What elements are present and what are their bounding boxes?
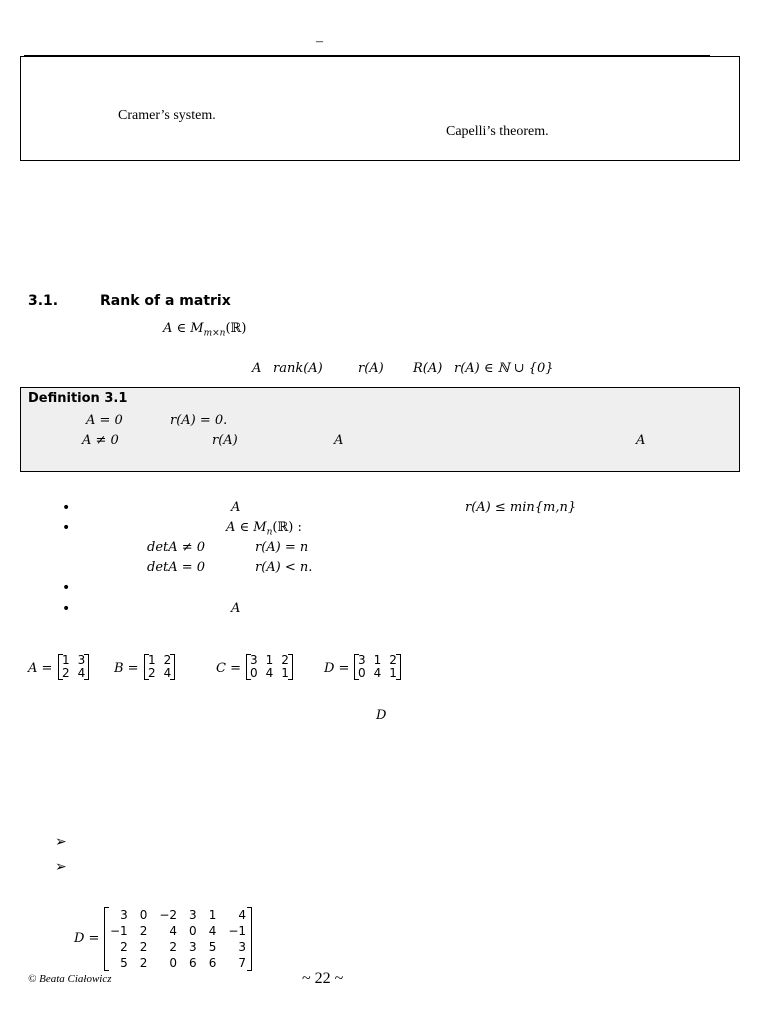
intro-R: R(A) <box>413 361 443 376</box>
matrix-cell: 5 <box>208 940 217 954</box>
bracket-right <box>84 654 89 680</box>
prop2-sub: n <box>266 527 273 538</box>
prop2-case1-val: r(A) = n <box>255 540 309 555</box>
definition-case2-a1: A <box>334 433 344 448</box>
prop1-a: A <box>231 500 241 515</box>
section-title: Rank of a matrix <box>100 293 231 309</box>
arrow-bullet-1: ➢ <box>55 834 67 850</box>
bracket-left <box>246 654 251 680</box>
page-number: ~ 22 ~ <box>302 970 344 987</box>
matrix-cell: 1 <box>148 653 156 667</box>
matrix-cell: 1 <box>62 653 70 667</box>
matrix-cell: 1 <box>281 666 289 680</box>
matrix-cell: 2 <box>169 940 178 954</box>
bracket-right <box>170 654 175 680</box>
prop2-a: A ∈ M <box>226 520 267 535</box>
matrix-cell: 7 <box>238 956 247 970</box>
bracket-left <box>354 654 359 680</box>
matrix-cell: 0 <box>169 956 178 970</box>
matrix-cell: 3 <box>189 908 197 922</box>
bracket-left <box>58 654 63 680</box>
bullet-2: • <box>62 520 71 536</box>
bullet-1: • <box>62 500 71 516</box>
matrix-cell: 4 <box>77 666 86 680</box>
bracket-right <box>247 907 252 971</box>
matrix-cell: 5 <box>120 956 128 970</box>
matrix-cell: 1 <box>389 666 397 680</box>
matrix-cell: 3 <box>250 653 258 667</box>
header-dash: – <box>316 34 323 49</box>
matrix-d-label: D = <box>324 661 350 676</box>
matrix-cell: 3 <box>358 653 366 667</box>
matrix-cell: 1 <box>208 908 217 922</box>
matrix-cell: 2 <box>148 666 156 680</box>
matrix-cell: 1 <box>265 653 274 667</box>
matrix-d-reference: D <box>376 708 387 723</box>
prop2-case2-val: r(A) < n. <box>255 560 313 575</box>
intro-domain: r(A) ∈ ℕ ∪ {0} <box>454 361 554 376</box>
matrix-cell: 4 <box>373 666 382 680</box>
definition-case1-val: r(A) = 0. <box>170 413 228 428</box>
matrix-cell: 1 <box>373 653 382 667</box>
big-matrix-row <box>104 907 252 923</box>
big-matrix-d <box>104 907 252 971</box>
prop4-a: A <box>231 601 241 616</box>
big-matrix-table <box>104 907 252 971</box>
matrix-cell: 6 <box>189 956 197 970</box>
prop2-case2-cond: detA = 0 <box>147 560 206 575</box>
bullet-4: • <box>62 601 71 617</box>
matrix-cell: −1 <box>110 924 128 938</box>
big-matrix-label: D = <box>74 931 100 946</box>
definition-case2-cond: A ≠ 0 <box>82 433 119 448</box>
matrix-cell: 3 <box>120 908 128 922</box>
matrix-cell: 2 <box>120 940 128 954</box>
bracket-right <box>288 654 293 680</box>
intro-a: A <box>252 361 262 376</box>
matrix-cell: 4 <box>169 924 178 938</box>
matrix-cell: 2 <box>281 653 289 667</box>
intro-matrix-set-sub: m×n <box>203 328 226 339</box>
summary-line-cramer: Cramer’s system. <box>118 108 216 123</box>
matrix-cell: 0 <box>189 924 197 938</box>
matrix-cell: 2 <box>139 924 148 938</box>
intro-matrix-set-field: (ℝ) <box>225 321 247 336</box>
matrix-cell: 4 <box>163 666 172 680</box>
matrix-cell: 0 <box>250 666 258 680</box>
matrix-d <box>354 654 401 680</box>
matrix-cell: 4 <box>265 666 274 680</box>
intro-rank: rank(A) <box>273 361 323 376</box>
definition-title: Definition 3.1 <box>28 391 128 406</box>
matrix-a-label: A = <box>28 661 53 676</box>
prop2-case1-cond: detA ≠ 0 <box>147 540 206 555</box>
bracket-left <box>104 907 109 971</box>
big-matrix-row <box>104 955 252 971</box>
matrix-cell: −2 <box>159 908 178 922</box>
matrix-cell: 4 <box>238 908 247 922</box>
intro-matrix-set <box>163 321 246 339</box>
matrix-cell: 3 <box>77 653 86 667</box>
bullet-3: • <box>62 580 71 596</box>
big-matrix-row <box>104 923 252 939</box>
intro-matrix-set-main: A ∈ M <box>163 321 204 336</box>
matrix-cell: 0 <box>139 908 148 922</box>
matrix-cell: 2 <box>139 956 148 970</box>
arrow-bullet-2: ➢ <box>55 859 67 875</box>
section-number: 3.1. <box>28 293 59 309</box>
matrix-cell: 4 <box>208 924 217 938</box>
matrix-cell: 2 <box>139 940 148 954</box>
definition-case2-r: r(A) <box>212 433 238 448</box>
prop2-field: (ℝ) : <box>272 520 302 535</box>
prop2-square-matrix <box>226 520 302 538</box>
matrix-cell: 2 <box>163 653 172 667</box>
matrix-cell: 3 <box>238 940 247 954</box>
footer-author: © Beata Ciałowicz <box>28 973 112 985</box>
matrix-a <box>58 654 89 680</box>
big-matrix-row <box>104 939 252 955</box>
matrix-cell: 3 <box>189 940 197 954</box>
matrix-c <box>246 654 293 680</box>
matrix-cell: 0 <box>358 666 366 680</box>
matrix-b-label: B = <box>114 661 139 676</box>
definition-box <box>20 387 740 472</box>
matrix-cell: 2 <box>389 653 397 667</box>
bracket-right <box>396 654 401 680</box>
matrix-b <box>144 654 175 680</box>
matrix-cell: 6 <box>208 956 217 970</box>
matrix-cell: 2 <box>62 666 70 680</box>
matrix-c-label: C = <box>216 661 241 676</box>
definition-case1-cond: A = 0 <box>86 413 123 428</box>
definition-case2-a2: A <box>636 433 646 448</box>
bracket-left <box>144 654 149 680</box>
intro-r: r(A) <box>358 361 384 376</box>
summary-line-capelli: Capelli’s theorem. <box>446 124 549 139</box>
matrix-cell: −1 <box>228 924 247 938</box>
prop1-inequality: r(A) ≤ min{m,n} <box>465 500 577 515</box>
